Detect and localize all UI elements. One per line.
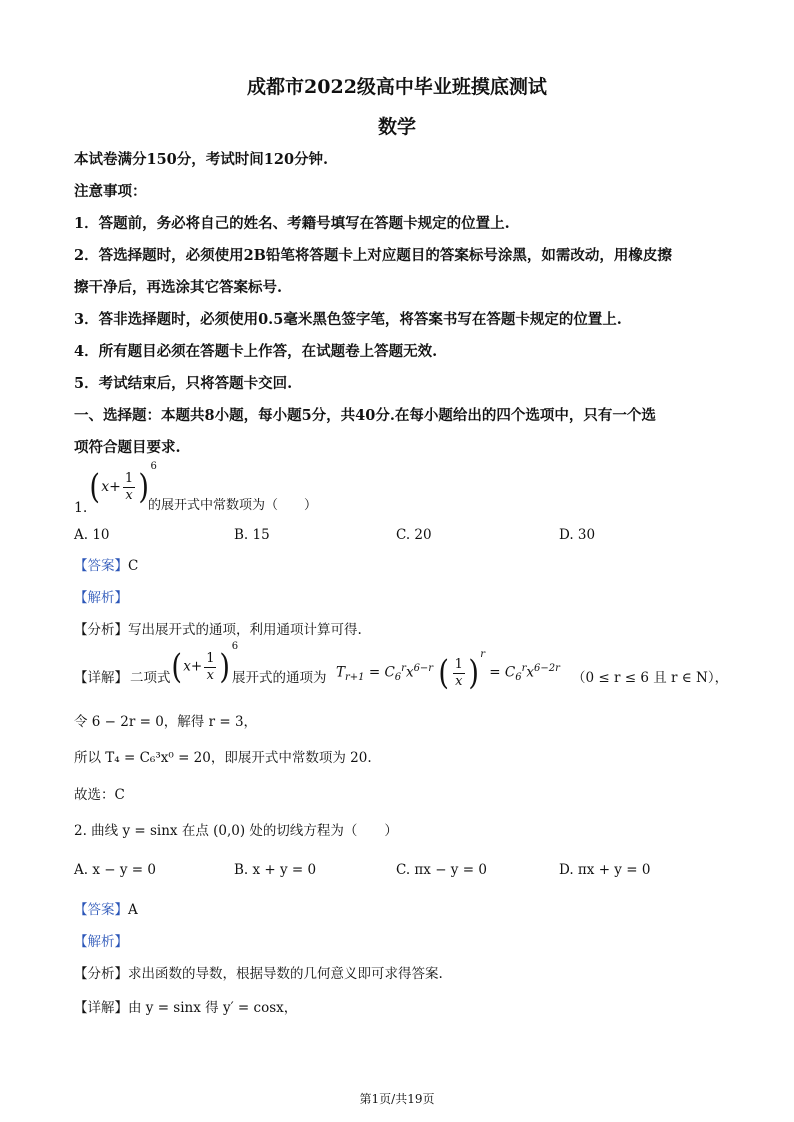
answer-value: A <box>128 902 138 918</box>
option-c: C. πx − y = 0 <box>396 862 487 878</box>
notice-item: 2．答选择题时，必须使用2B铅笔将答题卡上对应题目的答案标号涂黑，如需改动，用橡皮擦 <box>74 247 672 264</box>
option-d: D. 30 <box>559 527 596 543</box>
answer-value: C <box>128 558 139 574</box>
option-a: A. x − y = 0 <box>74 862 156 878</box>
question-1-stem <box>74 461 724 520</box>
fenxi-text: 写出展开式的通项，利用通项计算可得. <box>128 622 362 638</box>
question-number: 1. <box>74 500 88 516</box>
detail-text: 由 y = sinx 得 y′ = cosx， <box>128 1000 298 1016</box>
q1-fenxi <box>74 620 724 640</box>
exam-intro: 本试卷满分150分，考试时间120分钟. <box>74 151 329 168</box>
answer-tag: 【答案】 <box>74 902 128 918</box>
detail-tag: 【详解】 <box>74 1000 128 1016</box>
q2-fenxi <box>74 964 724 984</box>
notice-item: 1．答题前，务必将自己的姓名、考籍号填写在答题卡规定的位置上. <box>74 215 510 232</box>
q1-step: 所以 T₄ = C₆³x⁰ = 20，即展开式中常数项为 20. <box>74 750 372 766</box>
section-heading: 项符合题目要求. <box>74 439 181 456</box>
question-stem-text: 的展开式中常数项为（ ） <box>148 498 318 513</box>
q1-conclusion: 故选：C <box>74 787 125 803</box>
page-footer: 第1页/共19页 <box>359 1092 435 1106</box>
q1-step: 令 6 − 2r = 0，解得 r = 3， <box>74 714 258 730</box>
exam-title: 成都市2022级高中毕业班摸底测试 <box>247 76 547 98</box>
q2-analysis-tag: 【解析】 <box>74 934 128 950</box>
q1-detail <box>74 641 729 696</box>
q2-detail <box>74 998 724 1018</box>
exam-subject: 数学 <box>377 116 416 138</box>
option-a: A. 10 <box>74 527 110 543</box>
fenxi-tag: 【分析】 <box>74 622 128 638</box>
detail-tag: 【详解】 <box>74 670 128 686</box>
notice-heading: 注意事项： <box>74 183 147 200</box>
notice-item: 擦干净后，再选涂其它答案标号. <box>74 279 283 296</box>
option-b: B. 15 <box>234 527 270 543</box>
answer-tag: 【答案】 <box>74 558 128 574</box>
notice-item: 3．答非选择题时，必须使用0.5毫米黑色签字笔，将答案书写在答题卡规定的位置上. <box>74 311 622 328</box>
notice-item: 4．所有题目必须在答题卡上作答，在试题卷上答题无效. <box>74 343 438 360</box>
detail-pre: 二项式 <box>130 670 171 686</box>
binomial-expression: (x+ $\frac{1}{x}$ )$^6$ <box>171 641 239 687</box>
detail-mid: 展开式的通项为 <box>232 670 327 686</box>
fenxi-tag: 【分析】 <box>74 966 128 982</box>
q1-answer <box>74 556 724 576</box>
option-c: C. 20 <box>396 527 432 543</box>
question-2-stem: 2. 曲线 y = sinx 在点 (0,0) 处的切线方程为（ ） <box>74 823 398 839</box>
binomial-expression: (x+ $\frac{1}{x}$ )$^6$ <box>89 461 157 507</box>
detail-condition: （0 ≤ r ≤ 6 且 r ∈ N）， <box>572 670 729 686</box>
notice-item: 5．考试结束后，只将答题卡交回. <box>74 375 293 392</box>
general-term-formula: $T_{r+1} = C_6^rx^{6-r}$ ( $\frac{1}{x}$ )$^r = C_6^rx^{6-2r}$ <box>336 649 560 693</box>
fenxi-text: 求出函数的导数，根据导数的几何意义即可求得答案. <box>128 966 443 982</box>
section-heading: 一、选择题：本题共8小题，每小题5分，共40分.在每小题给出的四个选项中，只有一个选 <box>74 407 656 424</box>
option-d: D. πx + y = 0 <box>559 862 651 878</box>
option-b: B. x + y = 0 <box>234 862 317 878</box>
q2-answer <box>74 900 724 920</box>
q1-analysis-tag: 【解析】 <box>74 590 128 606</box>
